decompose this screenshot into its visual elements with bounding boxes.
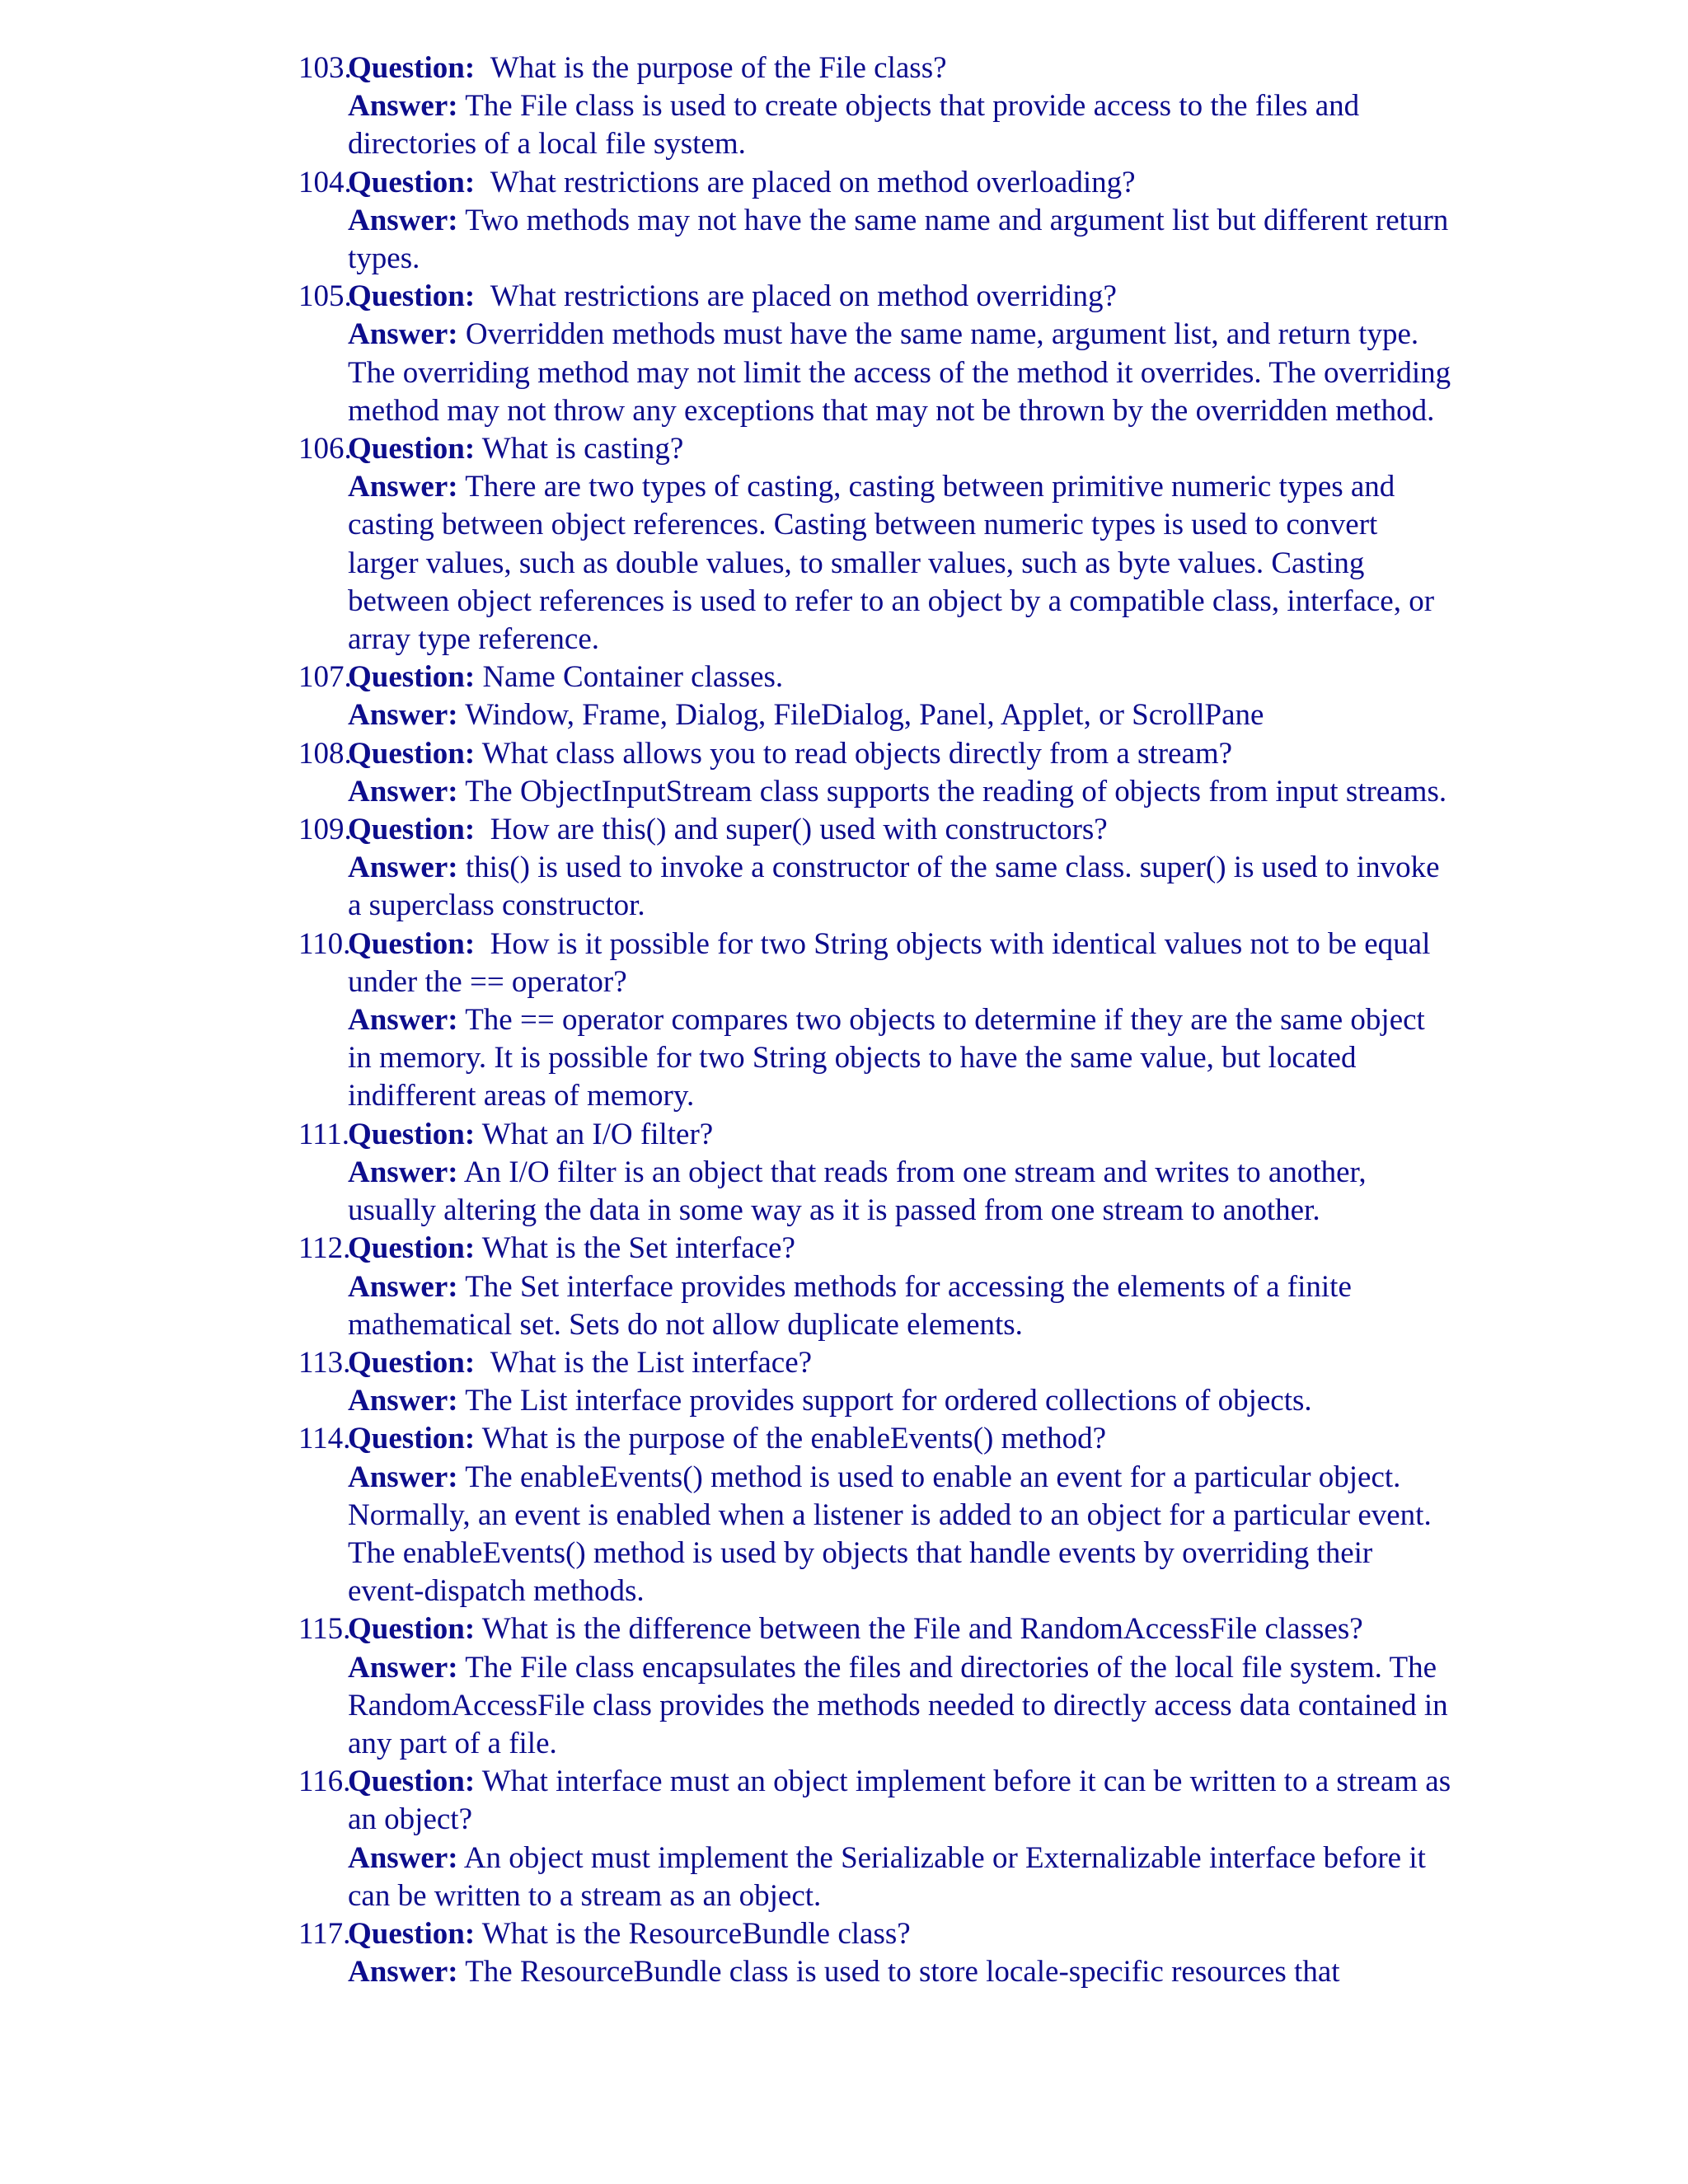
- qa-item-117: [298, 1915, 1452, 1991]
- question-text: Name Container classes.: [482, 660, 784, 695]
- question-text: What restrictions are placed on method overloading?: [490, 165, 1136, 199]
- answer-block: [348, 773, 1452, 811]
- qa-item-109: [298, 811, 1452, 926]
- question-text: What restrictions are placed on method overriding?: [490, 279, 1117, 314]
- question-label: Question:: [348, 1345, 476, 1380]
- qa-item-104: [298, 164, 1452, 279]
- answer-label: Answer:: [348, 698, 458, 733]
- answer-label: Answer:: [348, 1650, 458, 1685]
- item-number: 116.: [298, 1765, 351, 1799]
- question-label: Question:: [348, 279, 476, 314]
- answer-text: The List interface provides support for ordered collections of objects.: [465, 1384, 1312, 1418]
- question-label: Question:: [348, 51, 476, 85]
- question-line: [298, 658, 1452, 696]
- question-line: [298, 811, 1452, 849]
- answer-label: Answer:: [348, 1460, 458, 1494]
- answer-label: Answer:: [348, 1155, 458, 1189]
- question-label: Question:: [348, 736, 476, 771]
- qa-item-113: [298, 1344, 1452, 1420]
- answer-label: Answer:: [348, 774, 458, 808]
- qa-item-103: [298, 49, 1452, 164]
- question-label: Question:: [348, 813, 476, 847]
- question-line: [298, 49, 1452, 87]
- question-text: What interface must an object implement before it can be written to a stream as an object?: [348, 1765, 1451, 1837]
- question-line: [298, 278, 1452, 316]
- item-number: 110.: [298, 926, 351, 961]
- answer-text: An I/O filter is an object that reads from one stream and writes to another, usually altering the data in some way as it is passed from one stream to another.: [348, 1155, 1367, 1228]
- item-number: 108.: [298, 736, 352, 771]
- question-line: [298, 1116, 1452, 1154]
- answer-label: Answer:: [348, 851, 458, 885]
- answer-block: [348, 1459, 1452, 1611]
- answer-text: The ResourceBundle class is used to store locale-specific resources that: [465, 1955, 1340, 1990]
- qa-item-111: [298, 1116, 1452, 1230]
- answer-block: [348, 1953, 1452, 1991]
- item-number: 111.: [298, 1117, 350, 1151]
- answer-block: [348, 202, 1452, 278]
- qa-item-107: [298, 658, 1452, 734]
- answer-label: Answer:: [348, 317, 458, 352]
- answer-text: this() is used to invoke a constructor of the same class. super() is used to invoke a superclass constructor.: [348, 851, 1440, 923]
- answer-block: [348, 1840, 1452, 1915]
- question-text: What is casting?: [481, 432, 684, 466]
- answer-block: [348, 1268, 1452, 1344]
- qa-item-110: [298, 926, 1452, 1116]
- item-number: 115.: [298, 1612, 351, 1647]
- answer-text: An object must implement the Serializable or Externalizable interface before it can be written to a stream as an object.: [348, 1840, 1426, 1913]
- item-number: 106.: [298, 432, 352, 466]
- qa-list: [298, 49, 1452, 1991]
- item-number: 103.: [298, 51, 352, 85]
- answer-text: Window, Frame, Dialog, FileDialog, Panel, Applet, or ScrollPane: [465, 698, 1264, 733]
- qa-item-116: [298, 1763, 1452, 1915]
- question-line: [298, 1763, 1452, 1839]
- item-number: 104.: [298, 165, 352, 199]
- question-label: Question:: [348, 1916, 476, 1951]
- answer-block: [348, 1154, 1452, 1230]
- qa-item-106: [298, 430, 1452, 658]
- answer-label: Answer:: [348, 203, 458, 237]
- question-text: What is the purpose of the enableEvents() method?: [481, 1422, 1106, 1456]
- question-line: [298, 1344, 1452, 1382]
- answer-block: [348, 849, 1452, 925]
- qa-item-112: [298, 1230, 1452, 1344]
- question-label: Question:: [348, 1612, 476, 1647]
- question-text: How are this() and super() used with constructors?: [490, 813, 1108, 847]
- answer-block: [348, 696, 1452, 734]
- question-line: [298, 164, 1452, 202]
- answer-text: The File class encapsulates the files and directories of the local file system. The RandomAccessFile class provides the methods needed to directly access data contained in any part of a file.: [348, 1650, 1448, 1760]
- question-text: What is the purpose of the File class?: [490, 51, 947, 85]
- answer-label: Answer:: [348, 1840, 458, 1875]
- item-number: 117.: [298, 1916, 351, 1951]
- question-label: Question:: [348, 1231, 476, 1266]
- answer-label: Answer:: [348, 89, 458, 124]
- question-label: Question:: [348, 1117, 476, 1151]
- question-label: Question:: [348, 1422, 476, 1456]
- question-text: What is the List interface?: [490, 1345, 813, 1380]
- answer-text: The == operator compares two objects to determine if they are the same object in memory. It is possible for two String objects to have the same value, but located indifferent areas of memory.: [348, 1003, 1425, 1113]
- question-label: Question:: [348, 1765, 476, 1799]
- question-line: [298, 1420, 1452, 1458]
- answer-block: [348, 87, 1452, 163]
- answer-label: Answer:: [348, 1384, 458, 1418]
- item-number: 105.: [298, 279, 352, 314]
- question-line: [298, 430, 1452, 468]
- question-text: What is the difference between the File and RandomAccessFile classes?: [481, 1612, 1363, 1647]
- question-line: [298, 1915, 1452, 1953]
- question-line: [298, 926, 1452, 1001]
- answer-text: The Set interface provides methods for accessing the elements of a finite mathematical set. Sets do not allow duplicate elements.: [348, 1269, 1352, 1342]
- answer-text: Two methods may not have the same name and argument list but different return types.: [348, 203, 1449, 276]
- question-text: How is it possible for two String objects with identical values not to be equal under the == operator?: [348, 926, 1431, 999]
- answer-block: [348, 1649, 1452, 1764]
- answer-block: [348, 316, 1452, 430]
- question-label: Question:: [348, 660, 476, 695]
- answer-label: Answer:: [348, 470, 458, 504]
- answer-block: [348, 1001, 1452, 1116]
- item-number: 112.: [298, 1231, 351, 1266]
- qa-item-114: [298, 1420, 1452, 1610]
- qa-item-115: [298, 1610, 1452, 1763]
- question-text: What is the ResourceBundle class?: [481, 1916, 911, 1951]
- question-line: [298, 1230, 1452, 1268]
- answer-block: [348, 1382, 1452, 1420]
- answer-text: The ObjectInputStream class supports the reading of objects from input streams.: [465, 774, 1447, 808]
- item-number: 113.: [298, 1345, 351, 1380]
- question-text: What class allows you to read objects directly from a stream?: [481, 736, 1233, 771]
- item-number: 107.: [298, 660, 352, 695]
- item-number: 114.: [298, 1422, 351, 1456]
- question-line: [298, 1610, 1452, 1648]
- answer-label: Answer:: [348, 1955, 458, 1990]
- answer-block: [348, 468, 1452, 658]
- item-number: 109.: [298, 813, 352, 847]
- answer-text: The File class is used to create objects that provide access to the files and directories of a local file system.: [348, 89, 1360, 162]
- answer-label: Answer:: [348, 1003, 458, 1038]
- qa-item-108: [298, 735, 1452, 811]
- answer-text: Overridden methods must have the same name, argument list, and return type. The overriding method may not limit the access of the method it overrides. The overriding method may not throw any exceptions that may not be thrown by the overridden method.: [348, 317, 1451, 428]
- question-text: What is the Set interface?: [481, 1231, 795, 1266]
- answer-text: There are two types of casting, casting between primitive numeric types and casting between object references. Casting between numeric types is used to convert larger values, such as double values, to smaller values, such as byte values. Casting between object references is used to refer to an object by a compatible class, interface, or array type reference.: [348, 470, 1435, 657]
- qa-item-105: [298, 278, 1452, 430]
- answer-text: The enableEvents() method is used to enable an event for a particular object. Normally, an event is enabled when a listener is added to an object for a particular event. The enableEvents() method is used by objects that handle events by overriding their event-dispatch methods.: [348, 1460, 1432, 1609]
- question-label: Question:: [348, 165, 476, 199]
- question-label: Question:: [348, 926, 476, 961]
- question-label: Question:: [348, 432, 476, 466]
- question-text: What an I/O filter?: [481, 1117, 714, 1151]
- answer-label: Answer:: [348, 1269, 458, 1304]
- question-line: [298, 735, 1452, 773]
